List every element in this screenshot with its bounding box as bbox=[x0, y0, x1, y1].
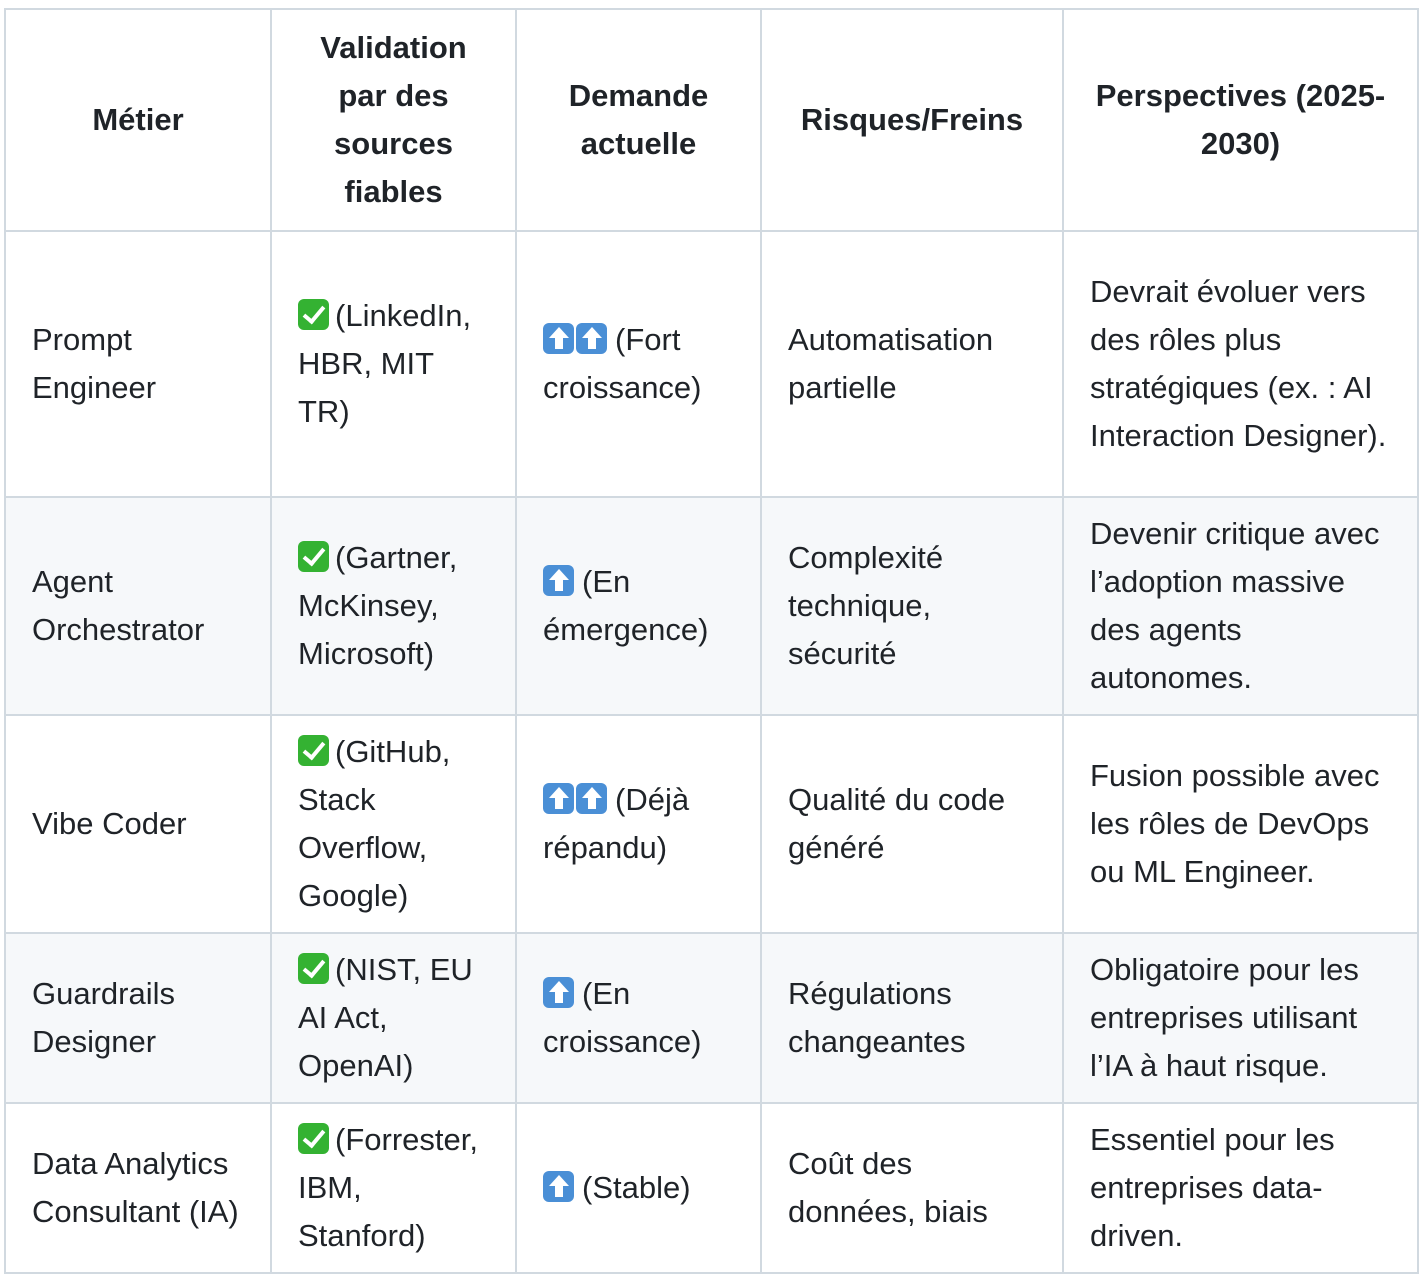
demande-text: (Stable) bbox=[582, 1170, 691, 1205]
cell-risques: Coût des données, biais bbox=[761, 1103, 1063, 1273]
up-arrow-icon bbox=[576, 323, 607, 354]
table-row bbox=[5, 715, 1418, 933]
cell-perspectives: Fusion possible avec les rôles de DevOps ou ML Engineer. bbox=[1063, 715, 1418, 933]
cell-perspectives: Devrait évoluer vers des rôles plus stratégiques (ex. : AI Interaction Designer). bbox=[1063, 231, 1418, 497]
up-arrow-icon bbox=[576, 783, 607, 814]
table-body bbox=[5, 231, 1418, 1273]
table-row bbox=[5, 231, 1418, 497]
up-arrow-icon bbox=[543, 783, 574, 814]
header-risques: Risques/Freins bbox=[761, 9, 1063, 231]
cell-validation bbox=[271, 1103, 516, 1273]
cell-risques: Qualité du code généré bbox=[761, 715, 1063, 933]
cell-demande bbox=[516, 715, 761, 933]
header-demande: Demande actuelle bbox=[516, 9, 761, 231]
table-row bbox=[5, 933, 1418, 1103]
table-header bbox=[5, 9, 1418, 231]
demande-text: (En croissance) bbox=[543, 976, 702, 1059]
check-mark-icon bbox=[298, 735, 329, 766]
check-mark-icon bbox=[298, 953, 329, 984]
cell-metier: Vibe Coder bbox=[5, 715, 271, 933]
validation-sources: (NIST, EU AI Act, OpenAI) bbox=[298, 952, 473, 1083]
check-mark-icon bbox=[298, 299, 329, 330]
cell-demande bbox=[516, 231, 761, 497]
metiers-table-container bbox=[4, 8, 1419, 1274]
cell-risques: Régulations changeantes bbox=[761, 933, 1063, 1103]
header-metier: Métier bbox=[5, 9, 271, 231]
validation-sources: (Gartner, McKinsey, Microsoft) bbox=[298, 540, 458, 671]
validation-sources: (GitHub, Stack Overflow, Google) bbox=[298, 734, 451, 913]
cell-metier: Data Analytics Consultant (IA) bbox=[5, 1103, 271, 1273]
check-mark-icon bbox=[298, 541, 329, 572]
cell-metier: Agent Orchestrator bbox=[5, 497, 271, 715]
validation-sources: (LinkedIn, HBR, MIT TR) bbox=[298, 298, 472, 429]
metiers-table bbox=[4, 8, 1419, 1274]
cell-demande bbox=[516, 1103, 761, 1273]
up-arrow-icon bbox=[543, 977, 574, 1008]
header-validation: Validation par des sources fiables bbox=[271, 9, 516, 231]
cell-perspectives: Devenir critique avec l’adoption massive des agents autonomes. bbox=[1063, 497, 1418, 715]
cell-demande bbox=[516, 933, 761, 1103]
table-row bbox=[5, 497, 1418, 715]
demande-text: (Fort croissance) bbox=[543, 322, 702, 405]
demande-text: (Déjà répandu) bbox=[543, 782, 690, 865]
up-arrow-icon bbox=[543, 323, 574, 354]
cell-risques: Automatisation partielle bbox=[761, 231, 1063, 497]
cell-validation bbox=[271, 497, 516, 715]
header-row bbox=[5, 9, 1418, 231]
cell-validation bbox=[271, 231, 516, 497]
cell-metier: Guardrails Designer bbox=[5, 933, 271, 1103]
cell-risques: Complexité technique, sécurité bbox=[761, 497, 1063, 715]
header-perspectives: Perspectives (2025-2030) bbox=[1063, 9, 1418, 231]
table-row bbox=[5, 1103, 1418, 1273]
cell-validation bbox=[271, 715, 516, 933]
up-arrow-icon bbox=[543, 565, 574, 596]
up-arrow-icon bbox=[543, 1171, 574, 1202]
cell-validation bbox=[271, 933, 516, 1103]
cell-metier: Prompt Engineer bbox=[5, 231, 271, 497]
demande-text: (En émergence) bbox=[543, 564, 709, 647]
cell-perspectives: Essentiel pour les entreprises data-driven. bbox=[1063, 1103, 1418, 1273]
cell-perspectives: Obligatoire pour les entreprises utilisant l’IA à haut risque. bbox=[1063, 933, 1418, 1103]
check-mark-icon bbox=[298, 1123, 329, 1154]
validation-sources: (Forrester, IBM, Stanford) bbox=[298, 1122, 478, 1253]
cell-demande bbox=[516, 497, 761, 715]
